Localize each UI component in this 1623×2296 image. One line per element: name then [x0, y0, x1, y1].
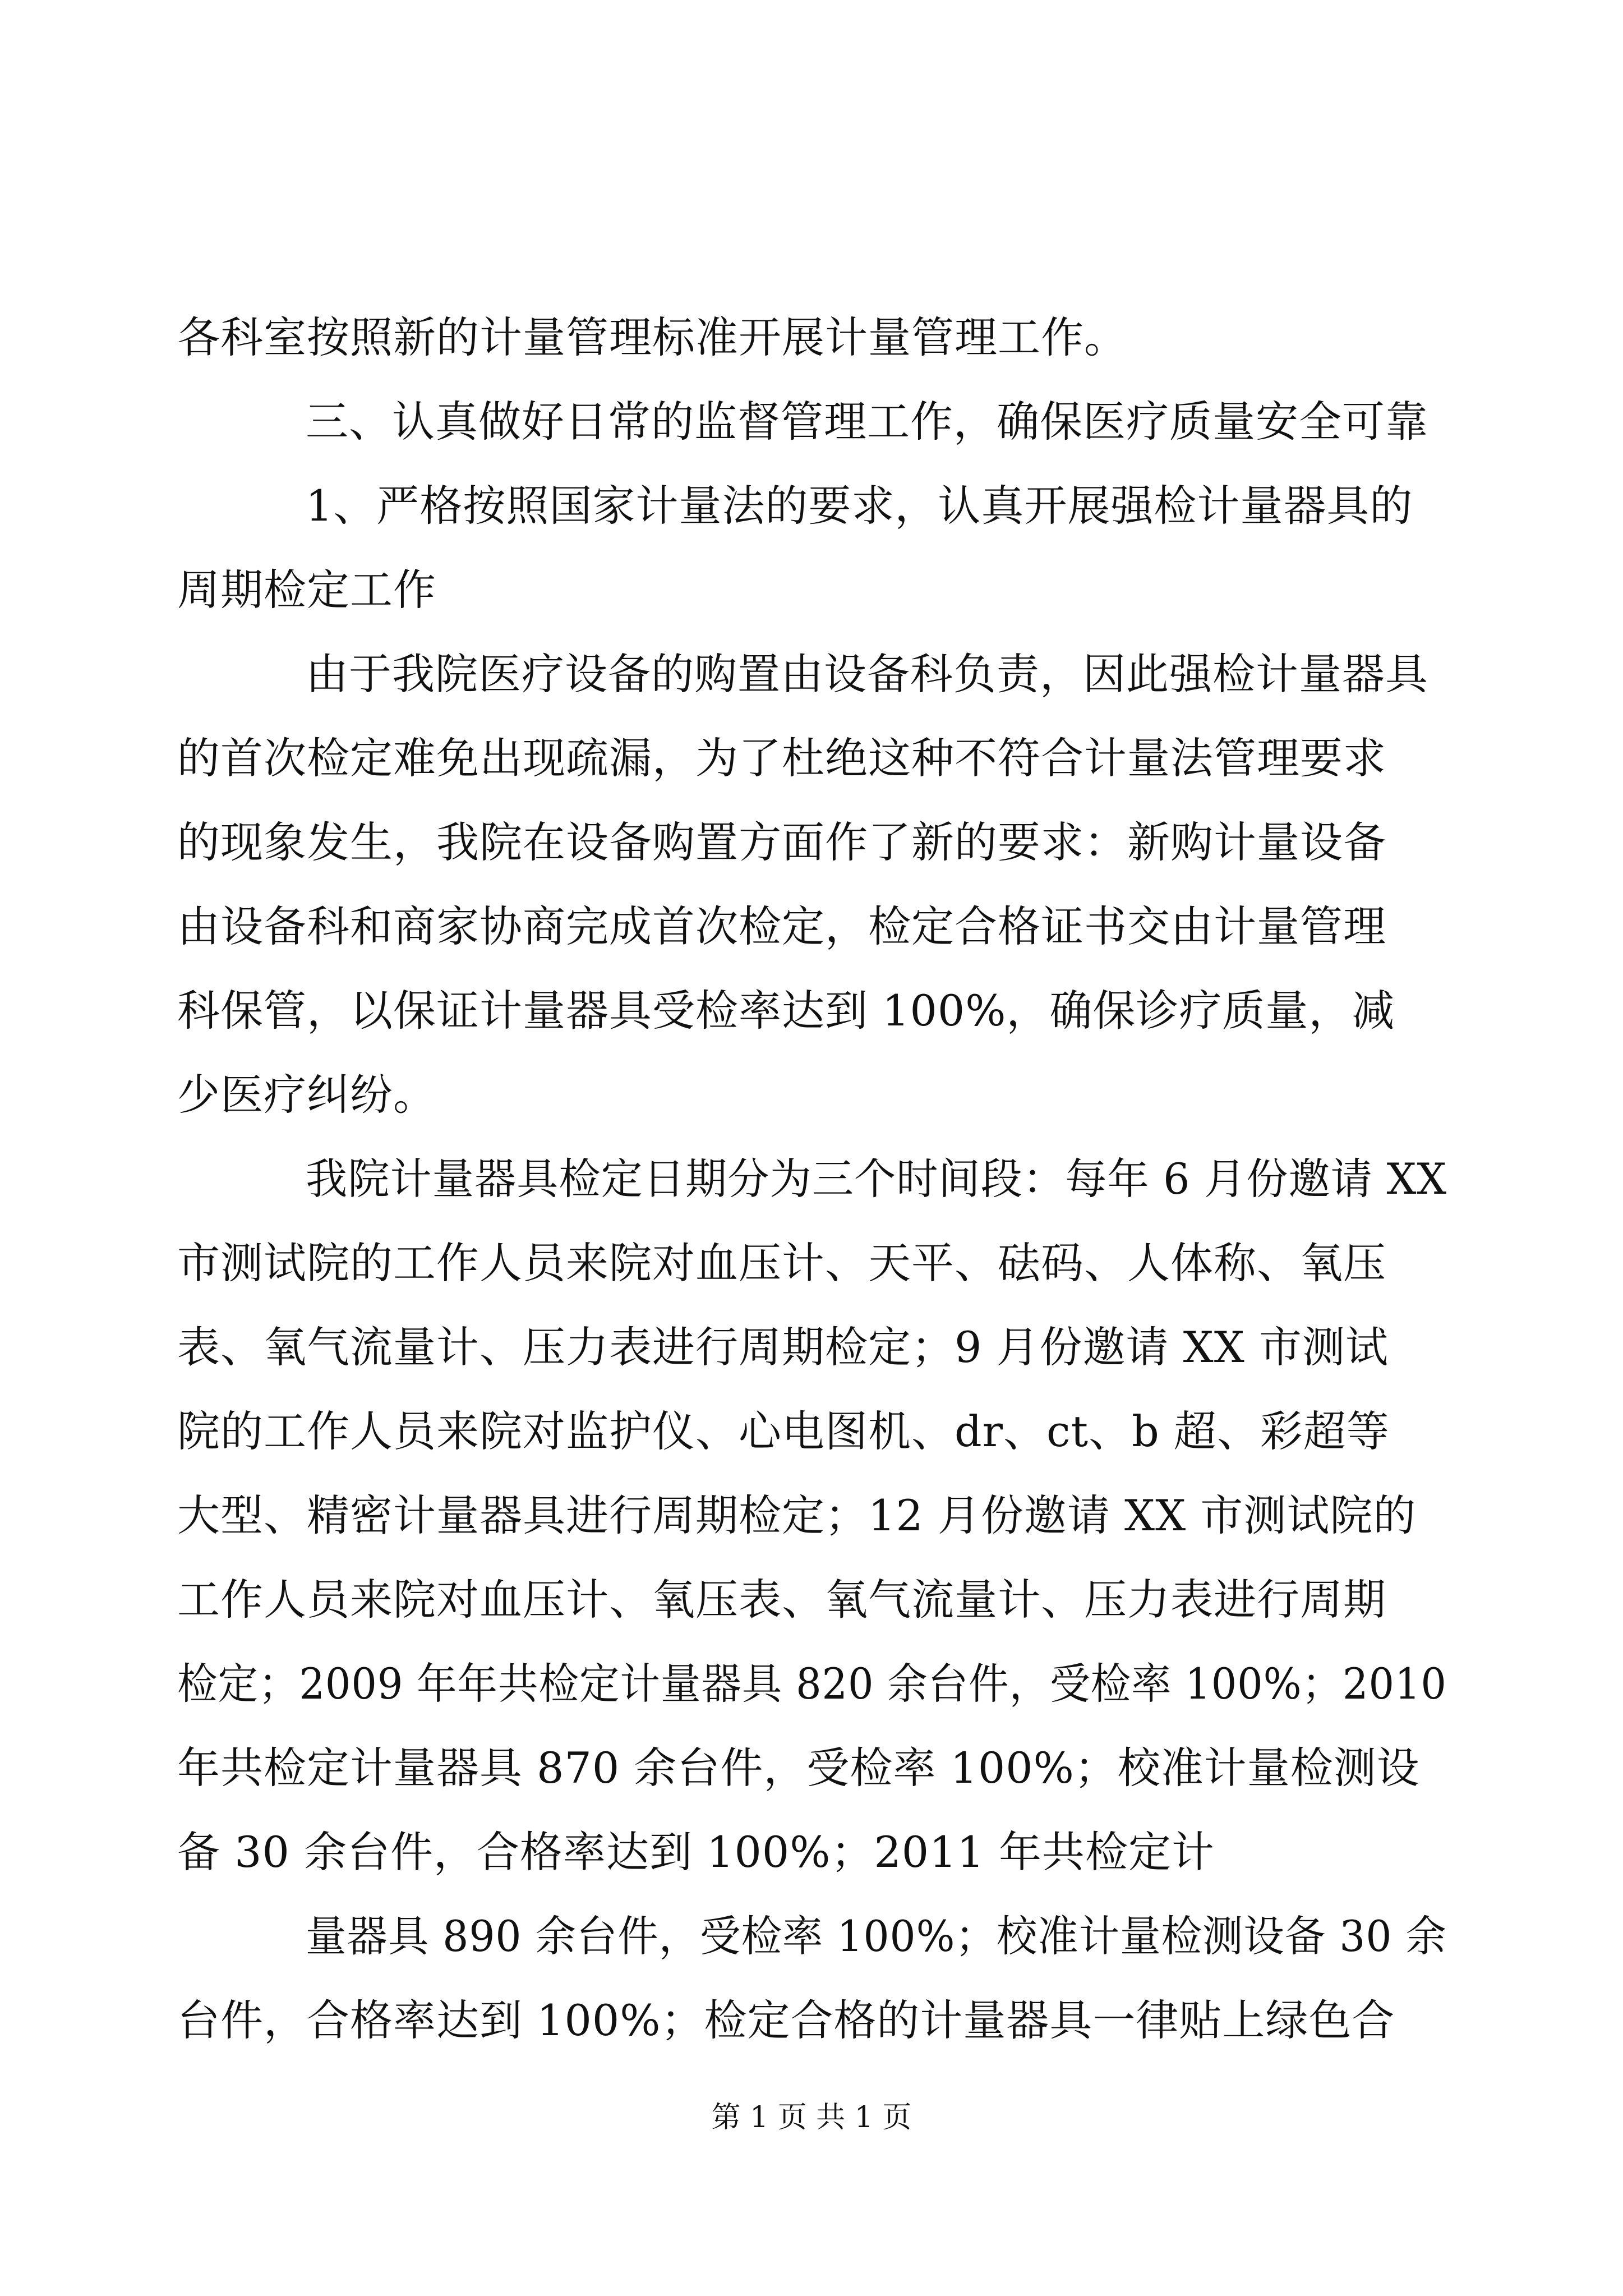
line-13	[0, 1305, 1623, 1389]
line-16	[0, 1558, 1623, 1642]
line-2	[0, 380, 1623, 464]
paragraph-line: 市测试院的工作人员来院对血压计、天平、砝码、人体称、氧压	[177, 1238, 1386, 1288]
line-5	[0, 632, 1623, 716]
line-12	[0, 1221, 1623, 1305]
paragraph-line: 我院计量器具检定日期分为三个时间段：每年 6 月份邀请 XX	[306, 1154, 1447, 1204]
paragraph-line: 台件，合格率达到 100%；检定合格的计量器具一律贴上绿色合	[177, 1995, 1395, 2045]
paragraph-line: 表、氧气流量计、压力表进行周期检定；9 月份邀请 XX 市测试	[177, 1322, 1389, 1372]
line-17	[0, 1642, 1623, 1726]
line-18	[0, 1726, 1623, 1810]
paragraph-line: 备 30 余台件，合格率达到 100%；2011 年共检定计	[177, 1827, 1215, 1877]
paragraph-line: 的首次检定难免出现疏漏，为了杜绝这种不符合计量法管理要求	[177, 733, 1386, 783]
paragraph-line: 量器具 890 余台件，受检率 100%；校准计量检测设备 30 余	[306, 1911, 1447, 1961]
line-14	[0, 1389, 1623, 1474]
line-21	[0, 1978, 1623, 2063]
line-7	[0, 800, 1623, 885]
line-11	[0, 1137, 1623, 1221]
paragraph-line: 由设备科和商家协商完成首次检定，检定合格证书交由计量管理	[177, 901, 1386, 951]
line-3	[0, 464, 1623, 548]
subheading-line: 1、严格按照国家计量法的要求，认真开展强检计量器具的	[306, 481, 1413, 531]
paragraph-line: 科保管，以保证计量器具受检率达到 100%，确保诊疗质量，减	[177, 986, 1395, 1036]
line-9	[0, 969, 1623, 1053]
paragraph-line: 工作人员来院对血压计、氧压表、氧气流量计、压力表进行周期	[177, 1575, 1386, 1625]
line-19	[0, 1810, 1623, 1894]
paragraph-line: 少医疗纠纷。	[177, 1070, 436, 1120]
line-6	[0, 716, 1623, 800]
paragraph-line: 各科室按照新的计量管理标准开展计量管理工作。	[177, 312, 1127, 362]
section-heading: 三、认真做好日常的监督管理工作，确保医疗质量安全可靠	[306, 397, 1428, 447]
line-15	[0, 1474, 1623, 1558]
line-10	[0, 1053, 1623, 1137]
paragraph-line: 大型、精密计量器具进行周期检定；12 月份邀请 XX 市测试院的	[177, 1490, 1417, 1540]
line-1	[0, 296, 1623, 380]
paragraph-line: 年共检定计量器具 870 余台件，受检率 100%；校准计量检测设	[177, 1743, 1420, 1793]
paragraph-line: 检定；2009 年年共检定计量器具 820 余台件，受检率 100%；2010	[177, 1659, 1447, 1709]
paragraph-line: 院的工作人员来院对监护仪、心电图机、dr、ct、b 超、彩超等	[177, 1406, 1390, 1456]
line-4	[0, 548, 1623, 632]
subheading-line: 周期检定工作	[177, 565, 436, 615]
paragraph-line: 由于我院医疗设备的购置由设备科负责，因此强检计量器具	[306, 649, 1428, 699]
page-footer: 第 1 页 共 1 页	[711, 2101, 912, 2134]
line-8	[0, 885, 1623, 969]
line-20	[0, 1894, 1623, 1978]
paragraph-line: 的现象发生，我院在设备购置方面作了新的要求：新购计量设备	[177, 817, 1386, 867]
